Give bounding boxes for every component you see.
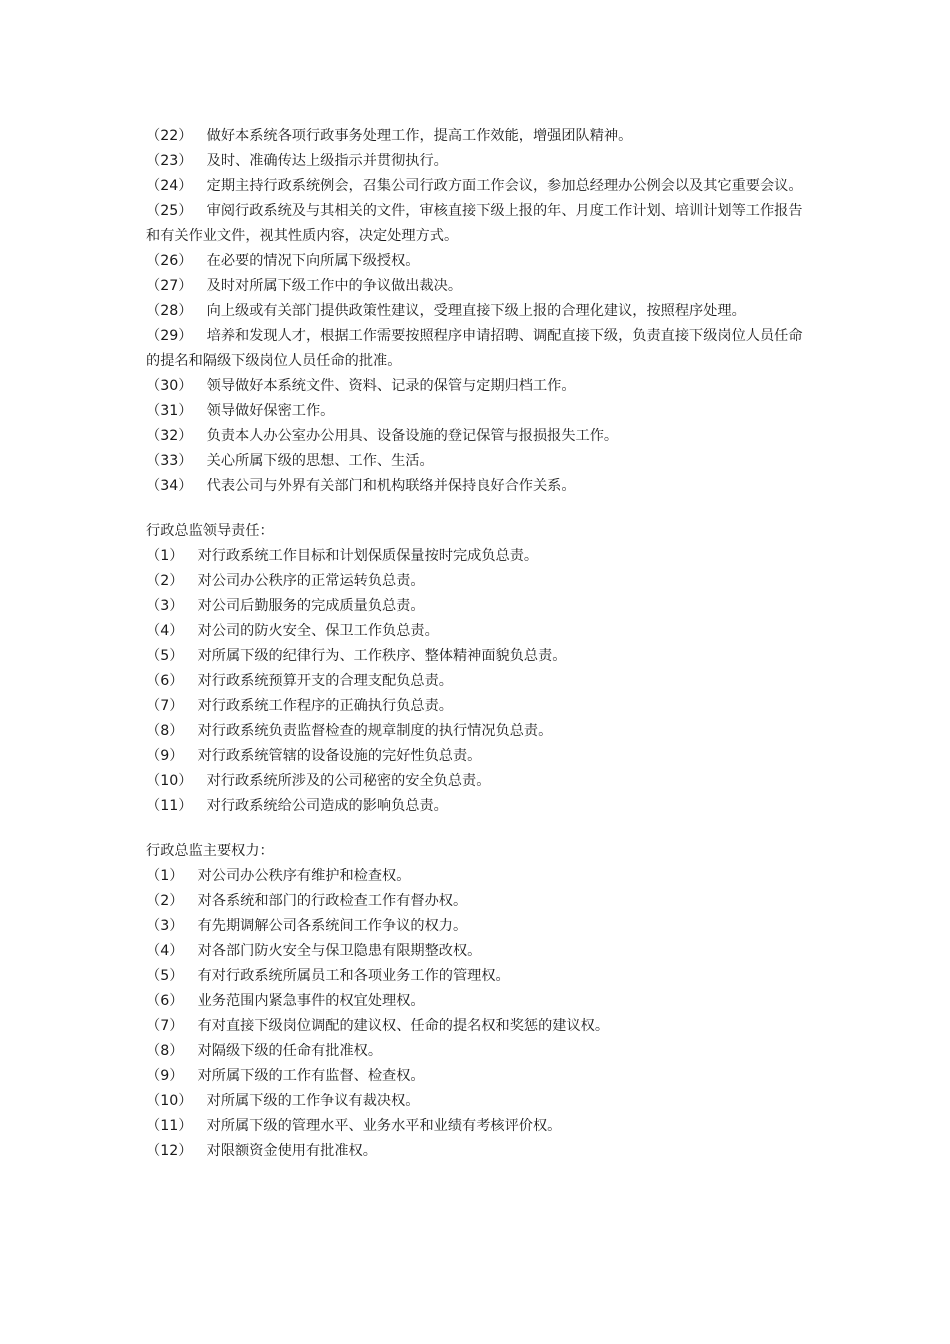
item-text: 做好本系统各项行政事务处理工作，提高工作效能，增强团队精神。 (192, 128, 633, 144)
list-item (146, 449, 814, 474)
item-text: 对所属下级的工作争议有裁决权。 (192, 1093, 420, 1109)
list-item (146, 1064, 814, 1089)
item-number: （3） (146, 598, 184, 614)
item-number: （3） (146, 918, 184, 934)
list-item (146, 594, 814, 619)
item-text: 对公司办公秩序的正常运转负总责。 (183, 573, 425, 589)
item-number: （25） (146, 203, 193, 219)
item-text: 关心所属下级的思想、工作、生活。 (192, 453, 434, 469)
item-text: 有对直接下级岗位调配的建议权、任命的提名权和奖惩的建议权。 (183, 1018, 610, 1034)
item-number: （23） (146, 153, 193, 169)
item-text: 培养和发现人才，根据工作需要按照程序申请招聘、调配直接下级，负责直接下级岗位人员任命的提名和隔级下级岗位人员任命的批准。 (146, 328, 803, 369)
item-number: （4） (146, 623, 184, 639)
list-item (146, 174, 814, 199)
responsibility-section (146, 519, 814, 819)
list-item (146, 399, 814, 424)
item-number: （34） (146, 478, 193, 494)
item-number: （2） (146, 893, 184, 909)
item-number: （11） (146, 1118, 193, 1134)
item-number: （27） (146, 278, 193, 294)
list-item (146, 544, 814, 569)
list-item (146, 324, 814, 374)
item-text: 对各系统和部门的行政检查工作有督办权。 (183, 893, 468, 909)
item-text: 对公司办公秩序有维护和检查权。 (183, 868, 411, 884)
list-item (146, 1089, 814, 1114)
item-text: 审阅行政系统及与其相关的文件，审核直接下级上报的年、月度工作计划、培训计划等工作报告和有关作业文件，视其性质内容，决定处理方式。 (146, 203, 803, 244)
item-text: 有对行政系统所属员工和各项业务工作的管理权。 (183, 968, 510, 984)
item-number: （1） (146, 548, 184, 564)
list-item (146, 769, 814, 794)
list-item (146, 124, 814, 149)
list-item (146, 914, 814, 939)
item-text: 有先期调解公司各系统间工作争议的权力。 (183, 918, 468, 934)
item-text: 领导做好本系统文件、资料、记录的保管与定期归档工作。 (192, 378, 576, 394)
list-item (146, 669, 814, 694)
list-item (146, 644, 814, 669)
section-spacer (146, 819, 814, 839)
item-text: 对行政系统所涉及的公司秘密的安全负总责。 (192, 773, 491, 789)
item-number: （1） (146, 868, 184, 884)
item-text: 对行政系统工作目标和计划保质保量按时完成负总责。 (183, 548, 539, 564)
list-item (146, 989, 814, 1014)
item-number: （8） (146, 723, 184, 739)
list-item (146, 719, 814, 744)
item-text: 对隔级下级的任命有批准权。 (183, 1043, 383, 1059)
list-item (146, 374, 814, 399)
item-text: 负责本人办公室办公用具、设备设施的登记保管与报损报失工作。 (192, 428, 619, 444)
section-spacer (146, 499, 814, 519)
item-text: 对各部门防火安全与保卫隐患有限期整改权。 (183, 943, 482, 959)
item-text: 对行政系统预算开支的合理支配负总责。 (183, 673, 453, 689)
item-number: （8） (146, 1043, 184, 1059)
item-text: 对所属下级的纪律行为、工作秩序、整体精神面貌负总责。 (183, 648, 567, 664)
list-item (146, 889, 814, 914)
list-item (146, 1014, 814, 1039)
item-text: 对所属下级的管理水平、业务水平和业绩有考核评价权。 (192, 1118, 562, 1134)
list-item (146, 744, 814, 769)
item-number: （6） (146, 993, 184, 1009)
list-item (146, 149, 814, 174)
document-body (146, 124, 814, 1164)
item-number: （7） (146, 1018, 184, 1034)
list-item (146, 694, 814, 719)
list-item (146, 794, 814, 819)
item-number: （30） (146, 378, 193, 394)
item-number: （5） (146, 968, 184, 984)
item-text: 对行政系统负责监督检查的规章制度的执行情况负总责。 (183, 723, 553, 739)
item-number: （5） (146, 648, 184, 664)
item-number: （4） (146, 943, 184, 959)
list-item (146, 569, 814, 594)
duties-list (146, 124, 814, 499)
list-item (146, 424, 814, 449)
list-item (146, 864, 814, 889)
list-item (146, 964, 814, 989)
list-item (146, 474, 814, 499)
item-number: （10） (146, 773, 193, 789)
item-number: （29） (146, 328, 193, 344)
item-number: （6） (146, 673, 184, 689)
item-number: （33） (146, 453, 193, 469)
list-item (146, 1039, 814, 1064)
item-text: 在必要的情况下向所属下级授权。 (192, 253, 420, 269)
authority-section (146, 839, 814, 1164)
list-item (146, 274, 814, 299)
item-number: （31） (146, 403, 193, 419)
item-text: 对公司后勤服务的完成质量负总责。 (183, 598, 425, 614)
item-number: （32） (146, 428, 193, 444)
item-number: （9） (146, 1068, 184, 1084)
list-item (146, 199, 814, 249)
item-text: 对行政系统管辖的设备设施的完好性负总责。 (183, 748, 482, 764)
list-item (146, 619, 814, 644)
item-text: 及时对所属下级工作中的争议做出裁决。 (192, 278, 463, 294)
item-number: （2） (146, 573, 184, 589)
list-item (146, 1114, 814, 1139)
list-item (146, 249, 814, 274)
item-text: 向上级或有关部门提供政策性建议，受理直接下级上报的合理化建议，按照程序处理。 (192, 303, 746, 319)
item-number: （26） (146, 253, 193, 269)
item-text: 对行政系统给公司造成的影响负总责。 (192, 798, 448, 814)
list-item (146, 299, 814, 324)
item-number: （24） (146, 178, 193, 194)
item-number: （11） (146, 798, 193, 814)
item-number: （22） (146, 128, 193, 144)
item-text: 对所属下级的工作有监督、检查权。 (183, 1068, 425, 1084)
item-number: （9） (146, 748, 184, 764)
item-text: 对行政系统工作程序的正确执行负总责。 (183, 698, 453, 714)
item-number: （12） (146, 1143, 193, 1159)
item-text: 领导做好保密工作。 (192, 403, 335, 419)
item-number: （7） (146, 698, 184, 714)
item-text: 对限额资金使用有批准权。 (192, 1143, 377, 1159)
item-number: （10） (146, 1093, 193, 1109)
item-text: 定期主持行政系统例会，召集公司行政方面工作会议，参加总经理办公例会以及其它重要会议。 (192, 178, 803, 194)
section-heading: 行政总监领导责任： (146, 523, 274, 539)
item-text: 对公司的防火安全、保卫工作负总责。 (183, 623, 439, 639)
item-text: 业务范围内紧急事件的权宜处理权。 (183, 993, 425, 1009)
item-text: 代表公司与外界有关部门和机构联络并保持良好合作关系。 (192, 478, 576, 494)
item-number: （28） (146, 303, 193, 319)
item-text: 及时、准确传达上级指示并贯彻执行。 (192, 153, 448, 169)
section-heading: 行政总监主要权力： (146, 843, 274, 859)
list-item (146, 1139, 814, 1164)
list-item (146, 939, 814, 964)
